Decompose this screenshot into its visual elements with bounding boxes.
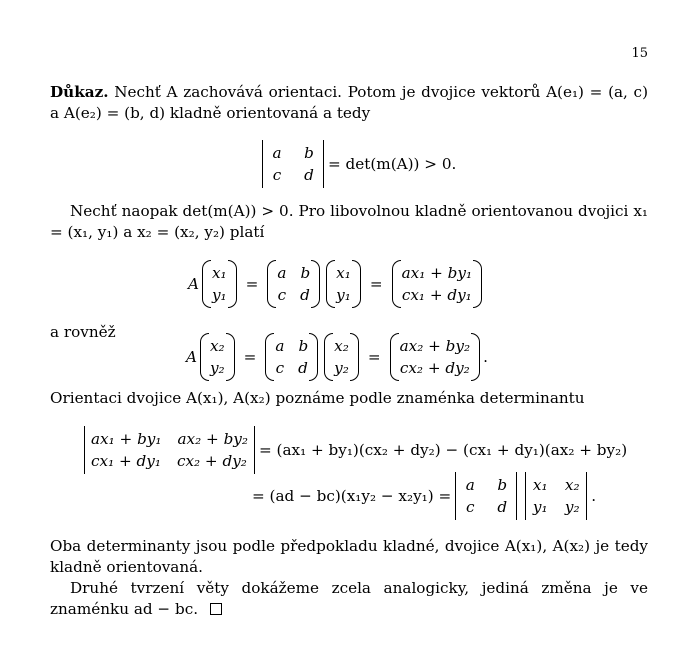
- result-vector-1: ax₁ + by₁ cx₁ + dy₁: [392, 260, 482, 308]
- paragraph-2: Nechť naopak det(m(A)) > 0. Pro libovolnou kladně orientovanou dvojici x₁ = (x₁, y₁) a x₂ = (x₂, y₂) platí: [50, 202, 648, 241]
- paragraph-5: Oba determinanty jsou podle předpokladu kladné, dvojice A(x₁), A(x₂) je tedy kladně orientovaná.: [50, 537, 648, 576]
- equation-3: A x₂ y₂ = a b c d x₂ y₂ = ax₂ + by₂ cx₂ + dy₂ .: [186, 333, 488, 381]
- matrix-ab-cd: a b c d: [267, 260, 320, 308]
- equation-2: A x₁ y₁ = a b c d x₁ y₁ = ax₁ + by₁ cx₁ + dy₁: [188, 260, 485, 308]
- equation-4-line-1: ax₁ + by₁ ax₂ + by₂ cx₁ + dy₁ cx₂ + dy₂ = (ax₁ + by₁)(cx₂ + dy₂) − (cx₁ + dy₁)(ax₂ + by₂): [80, 426, 627, 474]
- paragraph-4: Orientaci dvojice A(x₁), A(x₂) poznáme podle znaménka determinantu: [50, 389, 585, 407]
- proof-label: Důkaz.: [50, 83, 109, 101]
- vector-x1-y1: x₁ y₁: [202, 260, 237, 308]
- equation-1: [258, 140, 456, 188]
- equation-4-line-2: = (ad − bc)(x₁y₂ − x₂y₁) = a b c d x₁ x₂ y₁ y₂ .: [252, 472, 596, 520]
- page-number: 15: [631, 46, 648, 61]
- equation-1-rhs: = det(m(A)) > 0.: [328, 155, 457, 173]
- determinant-images: ax₁ + by₁ ax₂ + by₂ cx₁ + dy₁ cx₂ + dy₂: [84, 426, 255, 474]
- paragraph-6: Druhé tvrzení věty dokážeme zcela analogicky, jediná změna je ve znaménku ad − bc.: [50, 579, 648, 618]
- qed-square-icon: [210, 603, 222, 615]
- determinant-ab-cd: a b c d: [262, 140, 324, 188]
- paragraph-3: a rovněž: [50, 323, 116, 341]
- paragraph-1: [50, 82, 648, 124]
- paragraph-1-text: Nechť A zachovává orientaci. Potom je dvojice vektorů A(e₁) = (a, c) a A(e₂) = (b, d) kladně orientovaná a tedy: [50, 83, 648, 122]
